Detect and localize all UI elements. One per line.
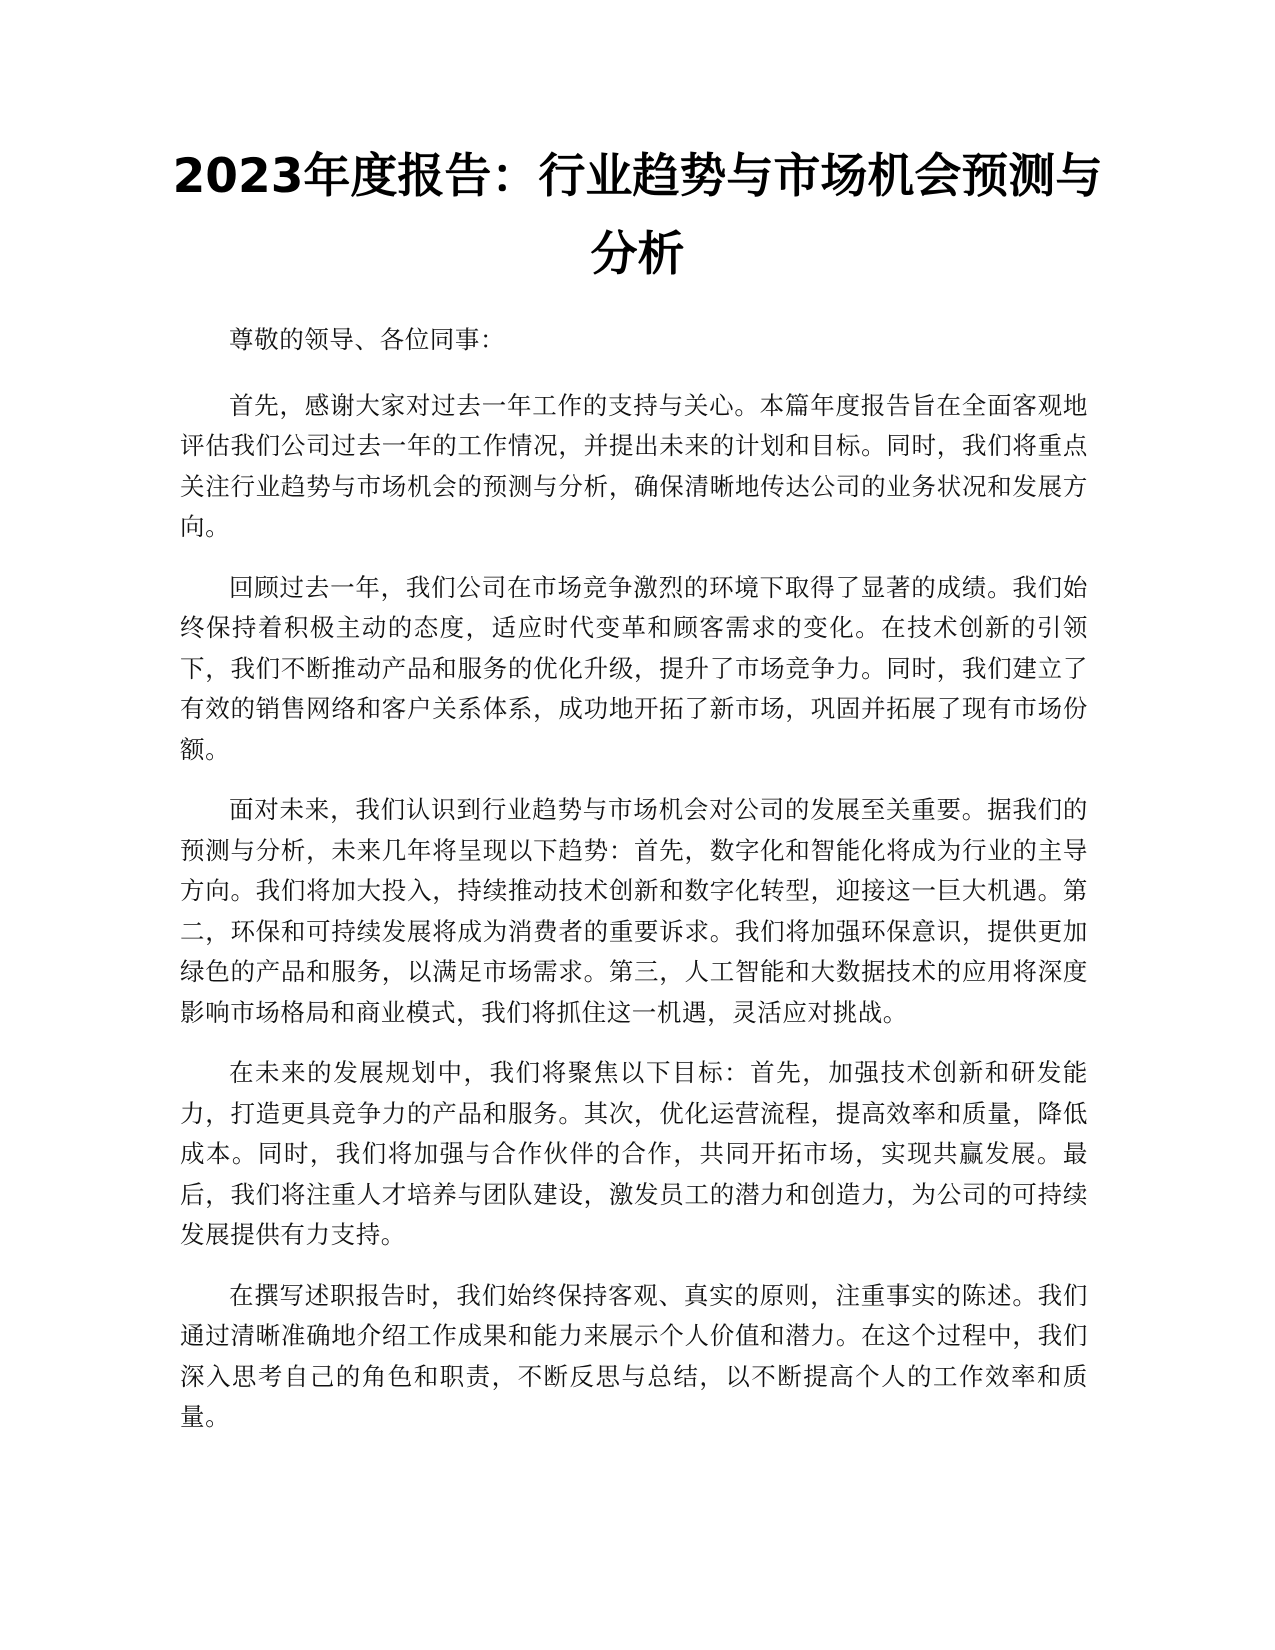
paragraph-greeting: 尊敬的领导、各位同事：: [229, 325, 506, 354]
document-title: [150, 138, 1125, 294]
title-line-1: 2023年度报告：行业趋势与市场机会预测与: [172, 149, 1103, 204]
paragraph-trends: 面对未来，我们认识到行业趋势与市场机会对公司的发展至关重要。据我们的预测与分析，未来几年将呈现以下趋势：首先，数字化和智能化将成为行业的主导方向。我们将加大投入，持续推动技术创新和数字化转型，迎接这一巨大机遇。第二，环保和可持续发展将成为消费者的重要诉求。我们将加强环保意识，提供更加绿色的产品和服务，以满足市场需求。第三，人工智能和大数据技术的应用将深度影响市场格局和商业模式，我们将抓住这一机遇，灵活应对挑战。: [180, 795, 1088, 1027]
document-body: [180, 320, 1088, 1458]
paragraph-introduction: 首先，感谢大家对过去一年工作的支持与关心。本篇年度报告旨在全面客观地评估我们公司过去一年的工作情况，并提出未来的计划和目标。同时，我们将重点关注行业趋势与市场机会的预测与分析，确保清晰地传达公司的业务状况和发展方向。: [180, 390, 1088, 541]
paragraph-reporting-principles: 在撰写述职报告时，我们始终保持客观、真实的原则，注重事实的陈述。我们通过清晰准确地介绍工作成果和能力来展示个人价值和潜力。在这个过程中，我们深入思考自己的角色和职责，不断反思与总结，以不断提高个人的工作效率和质量。: [180, 1280, 1088, 1431]
paragraph-goals: 在未来的发展规划中，我们将聚焦以下目标：首先，加强技术创新和研发能力，打造更具竞争力的产品和服务。其次，优化运营流程，提高效率和质量，降低成本。同时，我们将加强与合作伙伴的合作，共同开拓市场，实现共赢发展。最后，我们将注重人才培养与团队建设，激发员工的潜力和创造力，为公司的可持续发展提供有力支持。: [180, 1058, 1088, 1249]
paragraph-review: 回顾过去一年，我们公司在市场竞争激烈的环境下取得了显著的成绩。我们始终保持着积极主动的态度，适应时代变革和顾客需求的变化。在技术创新的引领下，我们不断推动产品和服务的优化升级，提升了市场竞争力。同时，我们建立了有效的销售网络和客户关系体系，成功地开拓了新市场，巩固并拓展了现有市场份额。: [180, 572, 1088, 764]
title-line-2: 分析: [590, 227, 685, 282]
